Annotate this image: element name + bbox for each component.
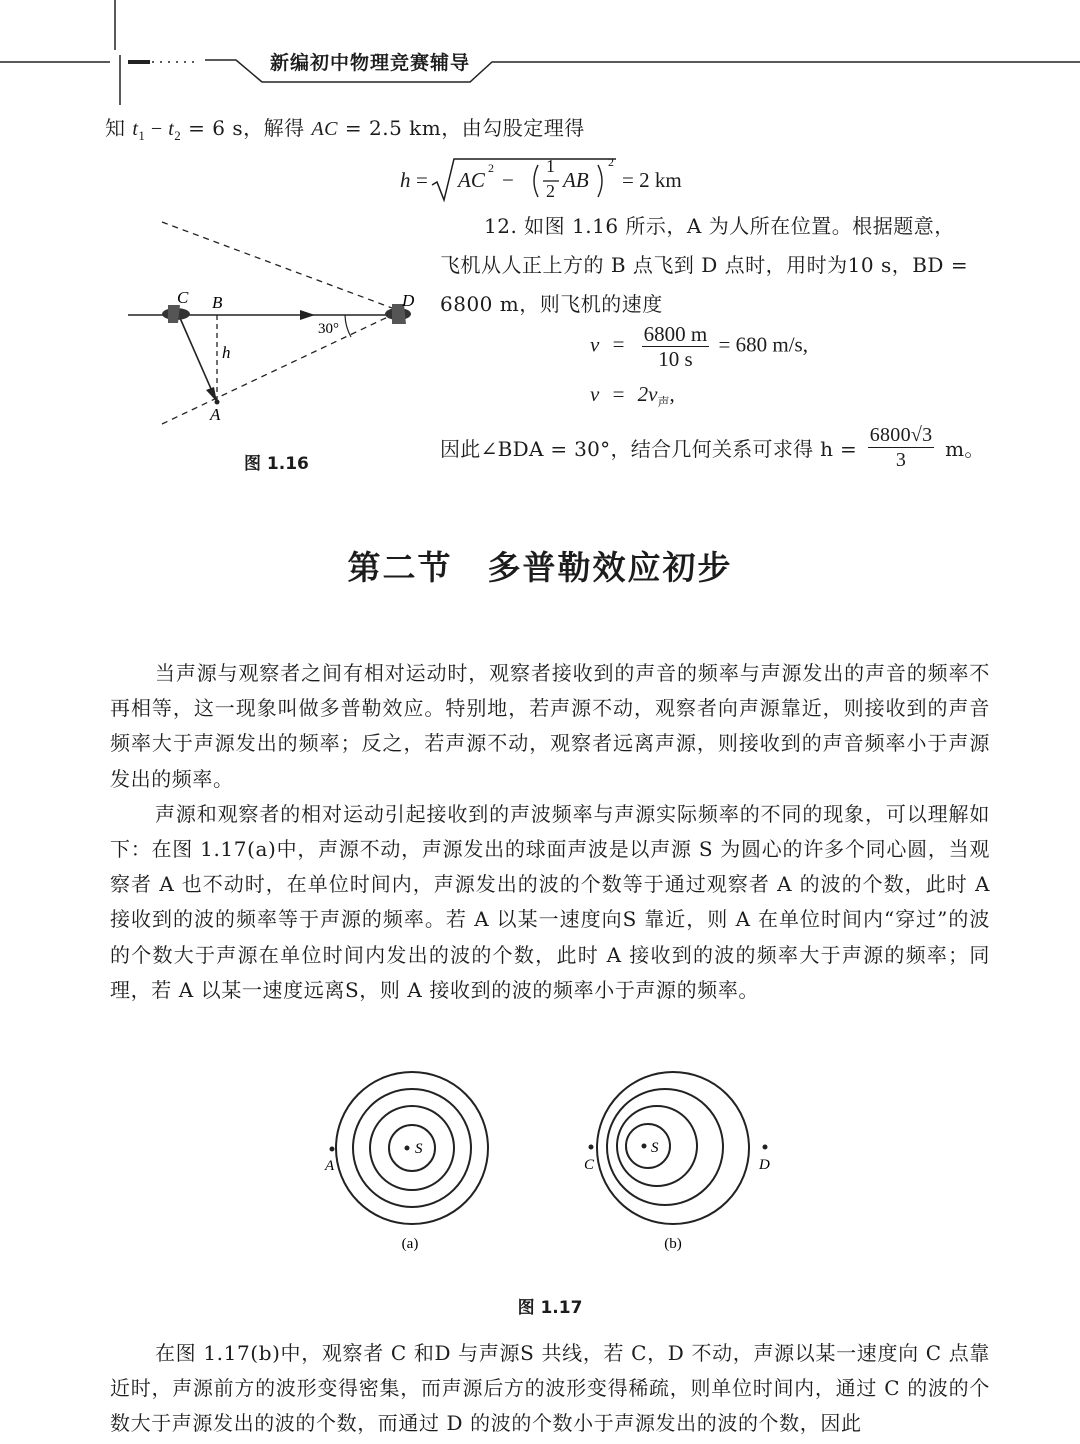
label-S-b: S: [651, 1140, 659, 1156]
label-h: h: [222, 343, 231, 362]
body-paragraph-final: [110, 1336, 990, 1442]
source-dot-b: [642, 1144, 647, 1149]
formula-v2: [590, 382, 675, 410]
text-mid: = 6 s，解得: [181, 116, 312, 140]
label-B: B: [212, 293, 223, 312]
diagram-a: [336, 1072, 488, 1224]
conclusion-unit: m。: [945, 437, 985, 461]
solution11-line: [105, 112, 585, 144]
label-angle: 30°: [318, 321, 339, 337]
solution12-line3: 6800 m，则飞机的速度: [440, 292, 663, 316]
figure-1-16: [120, 210, 440, 435]
paragraph-2: 声源和观察者的相对运动引起接收到的声波频率与声源实际频率的不同的现象，可以理解如下：在图 1.17(a)中，声源不动，声源发出的球面声波是以声源 S 为圆心的许多个同心圆，当观察者 A 也不动时，在单位时间内，声源发出的波的个数等于通过观察者 A 的波的个数，此时 A 接收到的波的频率等于声源的频率。若 A 以某一速度向S 靠近，则 A 在单位时间内“穿过”的波的个数大于声源在单位时间内发出的波的个数，此时 A 接收到的波的频率大于声源的频率；同理，若 A 以某一速度远离S，则 A 接收到的波的频率小于声源的频率。: [110, 801, 990, 1002]
label-C-b: C: [584, 1157, 595, 1173]
diagram-b: [597, 1072, 749, 1224]
label-A-a: A: [325, 1158, 335, 1174]
paragraph-1: 当声源与观察者之间有相对运动时，观察者接收到的声音的频率与声源发出的声音的频率不再相等，这一现象叫做多普勒效应。特别地，若声源不动，观察者向声源靠近，则接收到的声音频率大于声源发出的频率；反之，若声源不动，观察者远离声源，则接收到的声音频率小于声源发出的频率。: [110, 661, 990, 791]
v2-rhs: 2v: [637, 382, 658, 406]
h-den: 3: [895, 449, 907, 471]
header-rule: [0, 0, 1080, 110]
source-dot-a: [405, 1146, 410, 1151]
var-AB: AB: [563, 168, 589, 192]
label-D: D: [402, 291, 415, 310]
v-den: 10 s: [658, 347, 693, 371]
var-t2: t: [168, 118, 175, 140]
conclusion-text: 因此∠BDA = 30°，结合几何关系可求得 h =: [440, 437, 858, 461]
text-tail: = 2.5 km，由勾股定理得: [338, 116, 585, 140]
fraction-h: [868, 423, 935, 472]
figure-1-17: [310, 1060, 780, 1260]
body-paragraphs: [110, 656, 990, 1008]
result: = 2 km: [622, 168, 682, 192]
v-result: = 680 m/s,: [718, 332, 808, 357]
eq: =: [416, 168, 428, 192]
observer-dot-c: [589, 1145, 594, 1150]
var-h: h: [400, 168, 411, 192]
book-title: 新编初中物理竞赛辅导: [270, 52, 471, 74]
h-num: 6800√3: [869, 424, 933, 446]
var-AC: AC: [311, 118, 339, 140]
half-num: 1: [546, 156, 555, 176]
var-v: v: [590, 332, 600, 357]
var-t1: t: [132, 118, 139, 140]
observer-dot-a: [330, 1147, 335, 1152]
v2-end: ,: [669, 382, 675, 406]
solution12-line2: 飞机从人正上方的 B 点飞到 D 点时，用时为10 s，BD =: [440, 253, 969, 277]
eq: =: [612, 382, 625, 406]
section-title: 第二节 多普勒效应初步: [347, 548, 733, 587]
eq: =: [612, 332, 625, 357]
text-prefix: 知: [105, 116, 126, 140]
label-S-a: S: [415, 1141, 423, 1157]
half-den: 2: [546, 181, 555, 201]
plane-icon-c: [162, 305, 190, 323]
figure-1-16-caption: 图 1.16: [244, 454, 309, 474]
sub-label-a: (a): [401, 1236, 419, 1252]
paragraph-3: 在图 1.17(b)中，观察者 C 和D 与声源S 共线，若 C，D 不动，声源以某一速度向 C 点靠近时，声源前方的波形变得密集，而声源后方的波形变得稀疏，则单位时间内，通过 C 的波的个数大于声源发出的波的个数，而通过 D 的波的个数小于声源发出的波的个数，因此: [110, 1341, 990, 1436]
var-v: v: [590, 382, 600, 406]
exp-2: 2: [488, 161, 494, 175]
var-AC: AC: [458, 168, 485, 192]
figure-1-17-caption: 图 1.17: [517, 1298, 583, 1318]
label-C: C: [177, 288, 189, 307]
v2-sub: 声: [657, 395, 670, 410]
solution12-line1: 12. 如图 1.16 所示，A 为人所在位置。根据题意，: [484, 214, 955, 238]
minus: −: [502, 168, 514, 192]
exp-2-outer: 2: [608, 155, 614, 169]
label-D-b: D: [759, 1157, 770, 1173]
label-A: A: [210, 405, 221, 424]
sub-1: 1: [138, 128, 146, 143]
sub-2: 2: [174, 128, 182, 143]
minus: −: [145, 118, 169, 140]
fraction-v: [642, 322, 710, 371]
observer-dot-d: [763, 1145, 768, 1150]
solution12-conclusion: [440, 423, 985, 472]
sub-label-b: (b): [664, 1236, 682, 1252]
formula-v: [590, 322, 808, 371]
v-num: 6800 m: [643, 322, 708, 346]
